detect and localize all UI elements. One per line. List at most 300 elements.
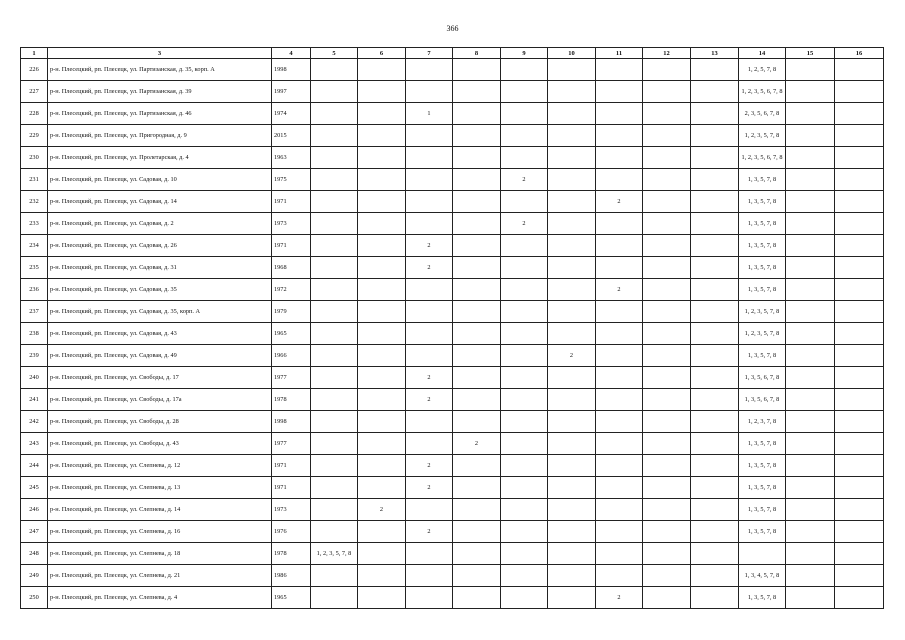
col8-cell — [453, 367, 501, 389]
col5-cell — [311, 235, 358, 257]
col6-cell — [358, 477, 406, 499]
year-cell: 1978 — [272, 389, 311, 411]
col13-cell — [691, 521, 739, 543]
col10-cell — [548, 323, 596, 345]
col13-cell — [691, 565, 739, 587]
col6-cell — [358, 147, 406, 169]
col14-cell: 1, 3, 5, 7, 8 — [739, 191, 786, 213]
col11-cell — [596, 147, 643, 169]
address-cell: р-н. Плесецкий, рп. Плесецк, ул. Садовая, д. 49 — [48, 345, 272, 367]
col9-cell — [501, 103, 548, 125]
col11-cell — [596, 345, 643, 367]
row-number: 238 — [21, 323, 48, 345]
col16-cell — [835, 521, 884, 543]
col14-cell: 1, 3, 5, 7, 8 — [739, 499, 786, 521]
col16-cell — [835, 477, 884, 499]
col11-cell — [596, 323, 643, 345]
col8-cell — [453, 213, 501, 235]
col16-cell — [835, 169, 884, 191]
year-cell: 1971 — [272, 235, 311, 257]
col8-cell — [453, 323, 501, 345]
col12-cell — [643, 411, 691, 433]
col16-cell — [835, 279, 884, 301]
col16-cell — [835, 499, 884, 521]
col15-cell — [786, 103, 835, 125]
col8-cell — [453, 147, 501, 169]
year-cell: 1978 — [272, 543, 311, 565]
col10-cell — [548, 455, 596, 477]
row-number: 250 — [21, 587, 48, 609]
col14-cell: 1, 2, 5, 7, 8 — [739, 59, 786, 81]
header-cell: 3 — [48, 48, 272, 59]
col9-cell — [501, 455, 548, 477]
col7-cell — [406, 411, 453, 433]
table-row — [21, 367, 884, 389]
col15-cell — [786, 587, 835, 609]
col14-cell: 1, 3, 5, 7, 8 — [739, 521, 786, 543]
col8-cell — [453, 169, 501, 191]
col12-cell — [643, 521, 691, 543]
col13-cell — [691, 125, 739, 147]
col16-cell — [835, 257, 884, 279]
header-cell: 7 — [406, 48, 453, 59]
col8-cell — [453, 411, 501, 433]
col14-cell: 1, 2, 3, 7, 8 — [739, 411, 786, 433]
col5-cell — [311, 477, 358, 499]
year-cell: 1963 — [272, 147, 311, 169]
year-cell: 1965 — [272, 587, 311, 609]
header-cell: 9 — [501, 48, 548, 59]
col14-cell: 1, 2, 3, 5, 6, 7, 8 — [739, 81, 786, 103]
col11-cell: 2 — [596, 191, 643, 213]
col16-cell — [835, 125, 884, 147]
address-cell: р-н. Плесецкий, рп. Плесецк, ул. Слепнева, д. 14 — [48, 499, 272, 521]
col10-cell — [548, 587, 596, 609]
col11-cell — [596, 213, 643, 235]
col11-cell: 2 — [596, 279, 643, 301]
address-cell: р-н. Плесецкий, рп. Плесецк, ул. Партизанская, д. 46 — [48, 103, 272, 125]
col16-cell — [835, 191, 884, 213]
address-cell: р-н. Плесецкий, рп. Плесецк, ул. Садовая, д. 43 — [48, 323, 272, 345]
col14-cell: 1, 3, 5, 6, 7, 8 — [739, 367, 786, 389]
col11-cell — [596, 235, 643, 257]
col14-cell: 1, 3, 5, 7, 8 — [739, 213, 786, 235]
col8-cell — [453, 543, 501, 565]
year-cell: 1971 — [272, 455, 311, 477]
col15-cell — [786, 59, 835, 81]
col14-cell: 1, 3, 5, 7, 8 — [739, 257, 786, 279]
col8-cell — [453, 191, 501, 213]
col13-cell — [691, 345, 739, 367]
header-cell: 5 — [311, 48, 358, 59]
col14-cell — [739, 543, 786, 565]
col7-cell — [406, 301, 453, 323]
col12-cell — [643, 433, 691, 455]
col12-cell — [643, 389, 691, 411]
col8-cell — [453, 301, 501, 323]
col13-cell — [691, 59, 739, 81]
col11-cell — [596, 301, 643, 323]
col9-cell: 2 — [501, 213, 548, 235]
page-number: 366 — [446, 24, 459, 33]
col9-cell — [501, 565, 548, 587]
col15-cell — [786, 499, 835, 521]
col12-cell — [643, 587, 691, 609]
col6-cell — [358, 59, 406, 81]
col13-cell — [691, 103, 739, 125]
year-cell: 1974 — [272, 103, 311, 125]
col7-cell: 2 — [406, 455, 453, 477]
col10-cell — [548, 521, 596, 543]
col11-cell — [596, 543, 643, 565]
row-number: 230 — [21, 147, 48, 169]
table-row — [21, 565, 884, 587]
col7-cell — [406, 125, 453, 147]
col6-cell — [358, 345, 406, 367]
col11-cell — [596, 565, 643, 587]
housing-register-table — [20, 47, 884, 609]
col9-cell — [501, 345, 548, 367]
col12-cell — [643, 103, 691, 125]
table-row — [21, 389, 884, 411]
col14-cell: 1, 3, 5, 7, 8 — [739, 455, 786, 477]
col8-cell — [453, 81, 501, 103]
col7-cell — [406, 59, 453, 81]
address-cell: р-н. Плесецкий, рп. Плесецк, ул. Пригородная, д. 9 — [48, 125, 272, 147]
year-cell: 1977 — [272, 367, 311, 389]
col5-cell — [311, 213, 358, 235]
col10-cell — [548, 543, 596, 565]
col6-cell — [358, 235, 406, 257]
col15-cell — [786, 565, 835, 587]
col13-cell — [691, 169, 739, 191]
col7-cell — [406, 565, 453, 587]
col10-cell — [548, 125, 596, 147]
address-cell: р-н. Плесецкий, рп. Плесецк, ул. Садовая, д. 35, корп. А — [48, 301, 272, 323]
col14-cell: 1, 3, 5, 7, 8 — [739, 587, 786, 609]
col8-cell: 2 — [453, 433, 501, 455]
col15-cell — [786, 213, 835, 235]
table-row — [21, 587, 884, 609]
row-number: 237 — [21, 301, 48, 323]
col15-cell — [786, 125, 835, 147]
row-number: 235 — [21, 257, 48, 279]
col16-cell — [835, 411, 884, 433]
col13-cell — [691, 389, 739, 411]
col12-cell — [643, 147, 691, 169]
table-row — [21, 59, 884, 81]
address-cell: р-н. Плесецкий, рп. Плесецк, ул. Садовая, д. 2 — [48, 213, 272, 235]
col7-cell: 2 — [406, 477, 453, 499]
header-cell: 11 — [596, 48, 643, 59]
col14-cell: 1, 3, 4, 5, 7, 8 — [739, 565, 786, 587]
col10-cell — [548, 81, 596, 103]
col5-cell — [311, 103, 358, 125]
col6-cell — [358, 279, 406, 301]
col12-cell — [643, 257, 691, 279]
col9-cell — [501, 81, 548, 103]
col7-cell — [406, 323, 453, 345]
col6-cell — [358, 543, 406, 565]
col6-cell — [358, 521, 406, 543]
table-row — [21, 169, 884, 191]
col14-cell: 1, 3, 5, 7, 8 — [739, 433, 786, 455]
col12-cell — [643, 565, 691, 587]
col13-cell — [691, 235, 739, 257]
col7-cell — [406, 191, 453, 213]
header-cell: 12 — [643, 48, 691, 59]
col13-cell — [691, 455, 739, 477]
col12-cell — [643, 279, 691, 301]
col15-cell — [786, 345, 835, 367]
col6-cell — [358, 433, 406, 455]
address-cell: р-н. Плесецкий, рп. Плесецк, ул. Слепнева, д. 18 — [48, 543, 272, 565]
row-number: 243 — [21, 433, 48, 455]
row-number: 229 — [21, 125, 48, 147]
col8-cell — [453, 279, 501, 301]
col6-cell — [358, 169, 406, 191]
col12-cell — [643, 345, 691, 367]
col10-cell — [548, 565, 596, 587]
year-cell: 1976 — [272, 521, 311, 543]
col13-cell — [691, 499, 739, 521]
table-row — [21, 499, 884, 521]
year-cell: 1973 — [272, 499, 311, 521]
col9-cell — [501, 521, 548, 543]
col15-cell — [786, 389, 835, 411]
col10-cell — [548, 433, 596, 455]
col11-cell — [596, 257, 643, 279]
col11-cell — [596, 81, 643, 103]
col11-cell — [596, 125, 643, 147]
row-number: 228 — [21, 103, 48, 125]
col11-cell — [596, 59, 643, 81]
col8-cell — [453, 59, 501, 81]
address-cell: р-н. Плесецкий, рп. Плесецк, ул. Садовая, д. 35 — [48, 279, 272, 301]
table-row — [21, 279, 884, 301]
col9-cell — [501, 59, 548, 81]
col13-cell — [691, 543, 739, 565]
col14-cell: 1, 3, 5, 7, 8 — [739, 169, 786, 191]
col9-cell — [501, 367, 548, 389]
col11-cell: 2 — [596, 587, 643, 609]
col6-cell — [358, 81, 406, 103]
col7-cell — [406, 169, 453, 191]
col7-cell — [406, 587, 453, 609]
table-row — [21, 323, 884, 345]
address-cell: р-н. Плесецкий, рп. Плесецк, ул. Свободы, д. 17 — [48, 367, 272, 389]
col10-cell — [548, 389, 596, 411]
header-cell: 14 — [739, 48, 786, 59]
year-cell: 1971 — [272, 477, 311, 499]
col7-cell — [406, 81, 453, 103]
col10-cell — [548, 257, 596, 279]
col10-cell — [548, 235, 596, 257]
col14-cell: 1, 2, 3, 5, 6, 7, 8 — [739, 147, 786, 169]
table-row — [21, 521, 884, 543]
col10-cell — [548, 191, 596, 213]
row-number: 231 — [21, 169, 48, 191]
col14-cell: 1, 3, 5, 7, 8 — [739, 345, 786, 367]
col13-cell — [691, 433, 739, 455]
col16-cell — [835, 59, 884, 81]
table-row — [21, 411, 884, 433]
year-cell: 1998 — [272, 59, 311, 81]
col12-cell — [643, 169, 691, 191]
col12-cell — [643, 213, 691, 235]
year-cell: 1977 — [272, 433, 311, 455]
col8-cell — [453, 587, 501, 609]
col16-cell — [835, 389, 884, 411]
col9-cell — [501, 125, 548, 147]
col6-cell — [358, 125, 406, 147]
row-number: 248 — [21, 543, 48, 565]
col9-cell — [501, 235, 548, 257]
col7-cell — [406, 543, 453, 565]
col6-cell — [358, 301, 406, 323]
address-cell: р-н. Плесецкий, рп. Плесецк, ул. Садовая, д. 10 — [48, 169, 272, 191]
col9-cell — [501, 279, 548, 301]
col5-cell: 1, 2, 3, 5, 7, 8 — [311, 543, 358, 565]
col16-cell — [835, 455, 884, 477]
col12-cell — [643, 477, 691, 499]
col5-cell — [311, 389, 358, 411]
col8-cell — [453, 521, 501, 543]
col15-cell — [786, 257, 835, 279]
col13-cell — [691, 323, 739, 345]
col11-cell — [596, 433, 643, 455]
table-row — [21, 191, 884, 213]
col8-cell — [453, 389, 501, 411]
col8-cell — [453, 565, 501, 587]
col5-cell — [311, 59, 358, 81]
col15-cell — [786, 455, 835, 477]
col14-cell: 1, 3, 5, 7, 8 — [739, 279, 786, 301]
col9-cell — [501, 477, 548, 499]
col6-cell — [358, 257, 406, 279]
address-cell: р-н. Плесецкий, рп. Плесецк, ул. Слепнева, д. 13 — [48, 477, 272, 499]
col10-cell — [548, 499, 596, 521]
address-cell: р-н. Плесецкий, рп. Плесецк, ул. Пролетарская, д. 4 — [48, 147, 272, 169]
col6-cell — [358, 587, 406, 609]
year-cell: 1972 — [272, 279, 311, 301]
address-cell: р-н. Плесецкий, рп. Плесецк, ул. Партизанская, д. 39 — [48, 81, 272, 103]
col8-cell — [453, 345, 501, 367]
col7-cell — [406, 279, 453, 301]
col13-cell — [691, 213, 739, 235]
col10-cell — [548, 477, 596, 499]
address-cell: р-н. Плесецкий, рп. Плесецк, ул. Слепнева, д. 4 — [48, 587, 272, 609]
year-cell: 1986 — [272, 565, 311, 587]
col11-cell — [596, 455, 643, 477]
col13-cell — [691, 191, 739, 213]
address-cell: р-н. Плесецкий, рп. Плесецк, ул. Слепнева, д. 12 — [48, 455, 272, 477]
col9-cell — [501, 499, 548, 521]
col16-cell — [835, 301, 884, 323]
col7-cell — [406, 499, 453, 521]
address-cell: р-н. Плесецкий, рп. Плесецк, ул. Свободы, д. 43 — [48, 433, 272, 455]
col6-cell — [358, 411, 406, 433]
table-row — [21, 345, 884, 367]
col15-cell — [786, 169, 835, 191]
col9-cell — [501, 433, 548, 455]
col8-cell — [453, 257, 501, 279]
year-cell: 1998 — [272, 411, 311, 433]
header-cell: 6 — [358, 48, 406, 59]
col16-cell — [835, 587, 884, 609]
col5-cell — [311, 81, 358, 103]
header-cell: 4 — [272, 48, 311, 59]
col16-cell — [835, 235, 884, 257]
header-row — [21, 48, 884, 59]
col15-cell — [786, 235, 835, 257]
col16-cell — [835, 147, 884, 169]
col15-cell — [786, 543, 835, 565]
col11-cell — [596, 169, 643, 191]
col16-cell — [835, 367, 884, 389]
col7-cell — [406, 345, 453, 367]
col6-cell — [358, 213, 406, 235]
col5-cell — [311, 433, 358, 455]
col12-cell — [643, 59, 691, 81]
col13-cell — [691, 411, 739, 433]
col14-cell: 1, 3, 5, 7, 8 — [739, 477, 786, 499]
year-cell: 1971 — [272, 191, 311, 213]
col16-cell — [835, 345, 884, 367]
col8-cell — [453, 235, 501, 257]
col5-cell — [311, 301, 358, 323]
col8-cell — [453, 103, 501, 125]
col10-cell — [548, 411, 596, 433]
header-cell: 1 — [21, 48, 48, 59]
col13-cell — [691, 257, 739, 279]
col7-cell — [406, 433, 453, 455]
col16-cell — [835, 433, 884, 455]
address-cell: р-н. Плесецкий, рп. Плесецк, ул. Свободы, д. 28 — [48, 411, 272, 433]
table-row — [21, 477, 884, 499]
col15-cell — [786, 323, 835, 345]
col9-cell — [501, 191, 548, 213]
table-row — [21, 125, 884, 147]
col12-cell — [643, 323, 691, 345]
col6-cell — [358, 389, 406, 411]
col14-cell: 1, 2, 3, 5, 7, 8 — [739, 125, 786, 147]
col5-cell — [311, 499, 358, 521]
col6-cell: 2 — [358, 499, 406, 521]
table-row — [21, 103, 884, 125]
header-cell: 13 — [691, 48, 739, 59]
col11-cell — [596, 389, 643, 411]
col9-cell — [501, 301, 548, 323]
col7-cell: 1 — [406, 103, 453, 125]
year-cell: 1968 — [272, 257, 311, 279]
year-cell: 1973 — [272, 213, 311, 235]
col5-cell — [311, 521, 358, 543]
col15-cell — [786, 81, 835, 103]
col15-cell — [786, 191, 835, 213]
col6-cell — [358, 191, 406, 213]
col10-cell — [548, 103, 596, 125]
row-number: 242 — [21, 411, 48, 433]
col15-cell — [786, 411, 835, 433]
col11-cell — [596, 521, 643, 543]
row-number: 240 — [21, 367, 48, 389]
col16-cell — [835, 81, 884, 103]
col12-cell — [643, 301, 691, 323]
row-number: 247 — [21, 521, 48, 543]
col5-cell — [311, 587, 358, 609]
year-cell: 1965 — [272, 323, 311, 345]
